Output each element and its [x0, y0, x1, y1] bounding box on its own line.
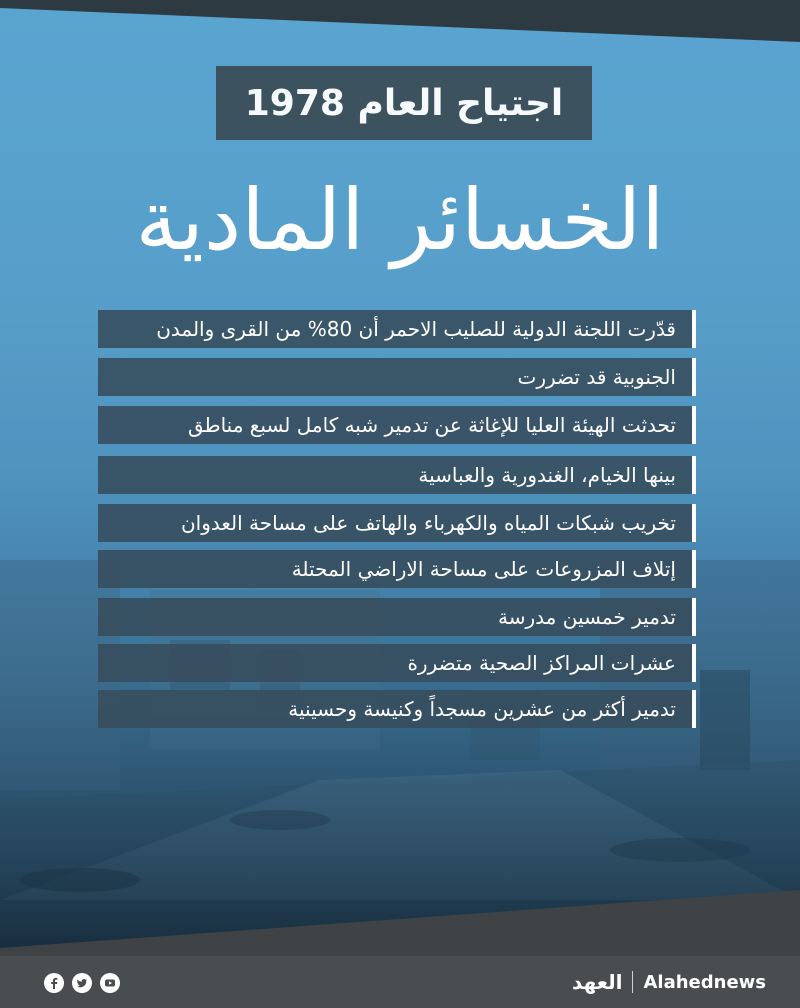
fact-text: عشرات المراكز الصحية متضررة [407, 651, 676, 675]
fact-item [98, 690, 696, 728]
brand-name: Alahednews [643, 971, 766, 993]
title-text: اجتياح العام 1978 [244, 82, 564, 124]
brand-logo-arabic: العهد [572, 970, 623, 994]
fact-item [98, 550, 696, 588]
social-links [44, 973, 120, 993]
fact-text: الجنوبية قد تضررت [517, 365, 676, 389]
fact-item [98, 598, 696, 636]
fact-item [98, 504, 696, 542]
fact-text: تحدثت الهيئة العليا للإغاثة عن تدمير شبه كامل لسبع مناطق [187, 413, 676, 437]
fact-item [98, 358, 696, 396]
fact-text: إتلاف المزروعات على مساحة الاراضي المحتلة [291, 557, 676, 581]
brand-divider [632, 971, 633, 993]
fact-text: تدمير أكثر من عشرين مسجداً وكنيسة وحسينية [288, 697, 676, 721]
headline: الخسائر المادية [135, 171, 665, 269]
fact-item [98, 644, 696, 682]
footer-bar [0, 956, 800, 1008]
fact-item [98, 406, 696, 444]
fact-text: بينها الخيام، الغندورية والعباسية [418, 463, 676, 487]
fact-text: تدمير خمسين مدرسة [498, 605, 676, 629]
fact-item [98, 456, 696, 494]
brand [572, 970, 766, 994]
youtube-icon[interactable] [100, 973, 120, 993]
fact-text: قدّرت اللجنة الدولية للصليب الاحمر أن 80% من القرى والمدن [156, 317, 676, 341]
fact-text: تخريب شبكات المياه والكهرباء والهاتف على مساحة العدوان [180, 511, 676, 535]
fact-item [98, 310, 696, 348]
facebook-icon[interactable] [44, 973, 64, 993]
twitter-icon[interactable] [72, 973, 92, 993]
